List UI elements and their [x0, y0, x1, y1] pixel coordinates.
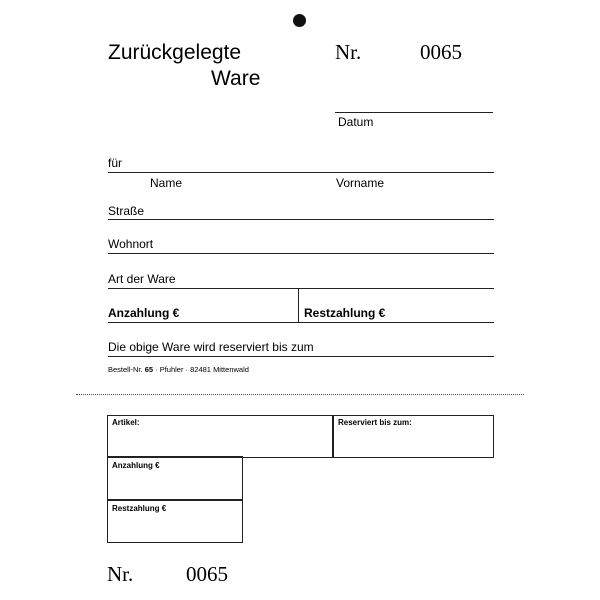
title-line-1: Zurückgelegte: [108, 41, 242, 64]
art-der-ware-label: Art der Ware: [108, 272, 176, 286]
art-der-ware-line[interactable]: [108, 288, 494, 289]
stub-nr-label: Nr.: [107, 562, 134, 586]
bestell-suffix: · Pfuhler · 82481 Mittenwald: [153, 365, 249, 374]
punch-hole-icon: [293, 14, 306, 27]
bestell-nr: 65: [144, 365, 154, 374]
header-nr-value: 0065: [420, 40, 462, 64]
fuer-label: für: [108, 156, 123, 170]
stub-anzahlung-label: Anzahlung €: [112, 461, 160, 470]
reserviert-text: Die obige Ware wird reserviert bis zum: [108, 340, 314, 354]
datum-line: [335, 112, 493, 113]
restzahlung-label: Restzahlung €: [304, 306, 386, 320]
strasse-line[interactable]: [108, 219, 494, 220]
vorname-label: Vorname: [336, 176, 385, 190]
stub-restzahlung-label: Restzahlung €: [112, 504, 167, 513]
reserviert-line[interactable]: [108, 356, 494, 357]
bestell-prefix: Bestell-Nr.: [108, 365, 145, 374]
stub-nr-value: 0065: [186, 562, 228, 586]
form-title: [108, 40, 260, 92]
header-nr-label: Nr.: [335, 40, 362, 64]
fuer-line[interactable]: [108, 172, 494, 173]
reserviert-bis-label: Reserviert bis zum:: [338, 418, 412, 427]
anzahlung-label: Anzahlung €: [108, 306, 180, 320]
payment-line[interactable]: [108, 322, 494, 323]
payment-divider: [298, 288, 299, 322]
perforation-line: [76, 394, 524, 395]
strasse-label: Straße: [108, 204, 145, 218]
artikel-label: Artikel:: [112, 418, 140, 427]
artikel-box[interactable]: [107, 415, 334, 458]
wohnort-line[interactable]: [108, 253, 494, 254]
title-line-2: Ware: [211, 67, 261, 90]
datum-label: Datum: [338, 115, 374, 129]
wohnort-label: Wohnort: [108, 237, 154, 251]
bestell-info: [108, 365, 249, 374]
name-label: Name: [150, 176, 183, 190]
